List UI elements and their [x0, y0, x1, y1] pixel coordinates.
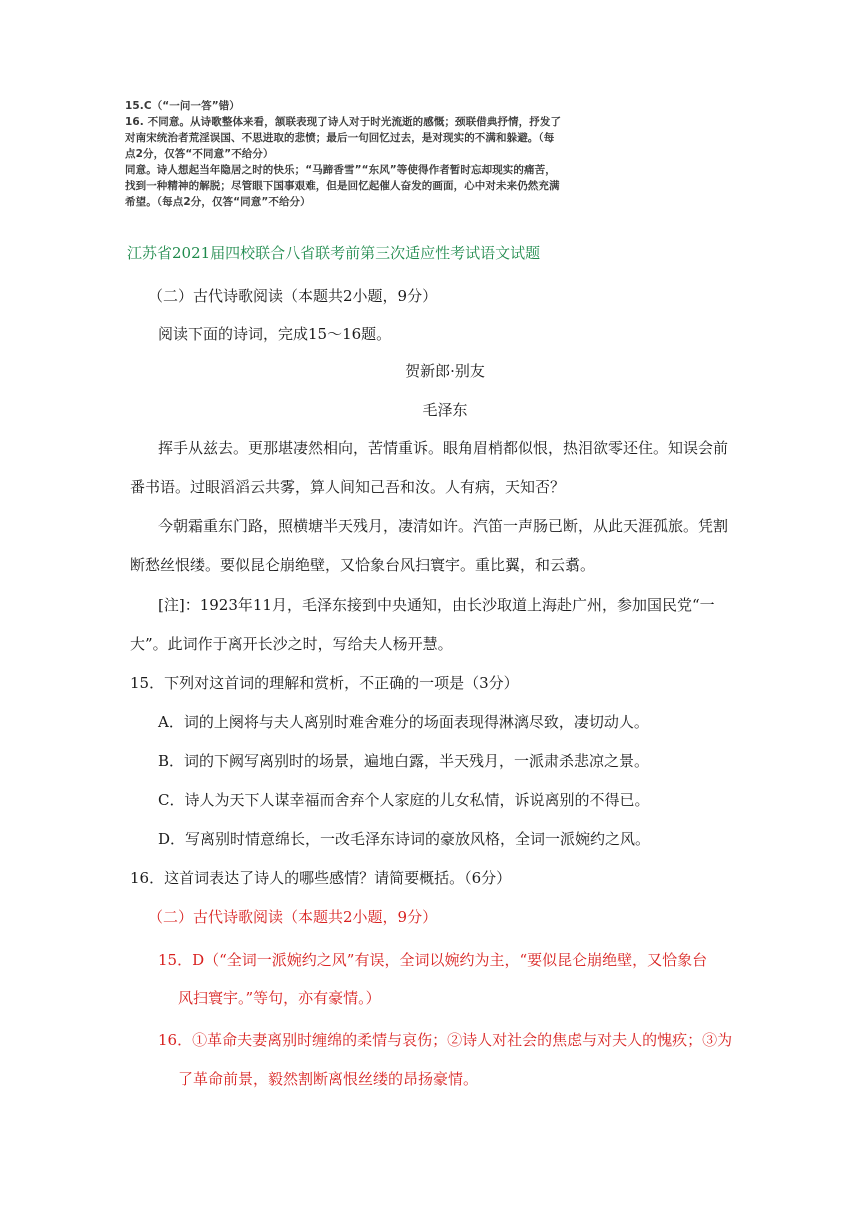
answer-heading: （二）古代诗歌阅读（本题共2小题，9分） — [148, 908, 438, 926]
source-title: 江苏省2021届四校联合八省联考前第三次适应性考试语文试题 — [127, 244, 541, 262]
poem-stanza-1-line: 挥手从兹去。更那堪凄然相向，苦情重诉。眼角眉梢都似恨，热泪欲零还住。知误会前 — [158, 439, 729, 457]
section-heading: （二）古代诗歌阅读（本题共2小题，9分） — [148, 287, 438, 305]
poem-stanza-2-line: 断愁丝恨缕。要似昆仑崩绝壁，又恰象台风扫寰宇。重比翼，和云翥。 — [130, 556, 596, 574]
answer-15-line: 15．D（“全词一派婉约之风”有误，全词以婉约为主，“要似昆仑崩绝壁，又恰象台 — [158, 951, 708, 969]
poem-title: 贺新郎·别友 — [405, 362, 485, 380]
poem-stanza-1-line: 番书语。过眼滔滔云共雾，算人间知己吾和汝。人有病，天知否？ — [130, 478, 566, 496]
answer-16-line: 了革命前景，毅然割断离恨丝缕的昂扬豪情。 — [178, 1070, 479, 1088]
scan-line: 15.C（“一问一答”错） — [125, 100, 240, 112]
scan-line: 点2分，仅答“不同意”不给分） — [125, 148, 274, 160]
poem-note-line: 大”。此词作于离开长沙之时，写给夫人杨开慧。 — [130, 635, 453, 653]
question-15-option-d: D．写离别时情意绵长，一改毛泽东诗词的豪放风格，全词一派婉约之风。 — [158, 830, 651, 848]
instruction-text: 阅读下面的诗词，完成15～16题。 — [158, 325, 392, 343]
scan-line: 对南宋统治者荒淫误国、不思进取的悲愤；最后一句回忆过去，是对现实的不满和躲避。（每 — [125, 132, 555, 144]
question-15-stem: 15．下列对这首词的理解和赏析，不正确的一项是（3分） — [130, 674, 519, 692]
question-15-option-c: C．诗人为天下人谋幸福而舍弃个人家庭的儿女私情，诉说离别的不得已。 — [158, 791, 650, 809]
scan-line: 找到一种精神的解脱；尽管眼下国事艰难，但是回忆起催人奋发的画面，心中对未来仍然充满 — [125, 180, 560, 192]
question-16-stem: 16．这首词表达了诗人的哪些感情？请简要概括。（6分） — [130, 869, 512, 887]
poem-note-line: [注]：1923年11月，毛泽东接到中央通知，由长沙取道上海赴广州，参加国民党“一 — [158, 596, 715, 614]
scan-line: 希望。（每点2分，仅答“同意”不给分） — [125, 196, 311, 208]
scan-line: 同意。诗人想起当年隐居之时的快乐；“马蹄香雪”“东风”等使得作者暂时忘却现实的痛苦， — [125, 164, 556, 176]
poem-author: 毛泽东 — [422, 401, 468, 419]
answer-16-line: 16．①革命夫妻离别时缠绵的柔情与哀伤；②诗人对社会的焦虑与对夫人的愧疚；③为 — [158, 1031, 733, 1049]
poem-stanza-2-line: 今朝霜重东门路，照横塘半天残月，凄清如许。汽笛一声肠已断，从此天涯孤旅。凭割 — [158, 517, 729, 535]
question-15-option-b: B．词的下阙写离别时的场景，遍地白露，半天残月，一派肃杀悲凉之景。 — [158, 752, 650, 770]
question-15-option-a: A．词的上阕将与夫人离别时难舍难分的场面表现得淋漓尽致，凄切动人。 — [158, 713, 649, 731]
scanned-answer-image — [125, 98, 625, 216]
answer-15-line: 风扫寰宇。”等句，亦有豪情。） — [178, 989, 381, 1007]
scan-line: 16. 不同意。从诗歌整体来看，颔联表现了诗人对于时光流逝的感慨；颈联借典抒情，抒发了 — [125, 116, 562, 128]
